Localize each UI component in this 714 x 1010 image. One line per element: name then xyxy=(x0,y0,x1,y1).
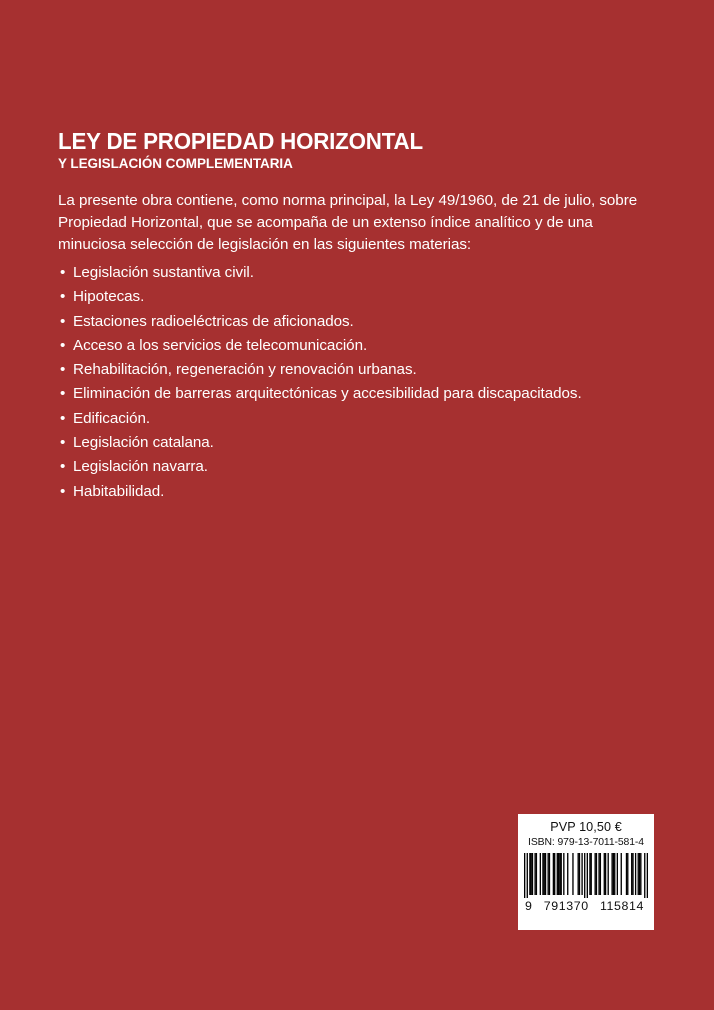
list-item-label: Estaciones radioeléctricas de aficionados. xyxy=(73,312,354,330)
isbn-label: ISBN: 979-13-7011-581-4 xyxy=(528,837,644,848)
bullet-icon: • xyxy=(60,288,66,306)
barcode-card xyxy=(518,814,654,930)
bullet-icon: • xyxy=(60,409,66,427)
bullet-icon: • xyxy=(60,458,66,476)
list-item xyxy=(60,480,660,504)
page-title: LEY DE PROPIEDAD HORIZONTAL xyxy=(58,128,423,154)
list-item-label: Legislación navarra. xyxy=(73,458,208,476)
list-item xyxy=(60,407,660,431)
list-item xyxy=(60,455,660,479)
barcode-icon xyxy=(524,853,648,898)
list-item-label: Edificación. xyxy=(73,409,151,427)
price-label: PVP 10,50 € xyxy=(550,820,622,834)
barcode-digit-lead: 9 xyxy=(525,899,533,913)
intro-paragraph: La presente obra contiene, como norma principal, la Ley 49/1960, de 21 de julio, sobre Propiedad Horizontal, que se acompaña de un extenso índice analítico y de una minuciosa selección de legislación en las siguientes materias: xyxy=(58,192,638,254)
list-item-label: Legislación catalana. xyxy=(73,434,214,452)
list-item-label: Acceso a los servicios de telecomunicación. xyxy=(73,336,368,354)
list-item-label: Eliminación de barreras arquitectónicas y accesibilidad para discapacitados. xyxy=(73,385,582,403)
list-item xyxy=(60,285,660,309)
bullet-icon: • xyxy=(60,336,66,354)
list-item xyxy=(60,382,660,406)
bullet-icon: • xyxy=(60,361,66,379)
topic-list xyxy=(60,261,660,504)
bullet-icon: • xyxy=(60,312,66,330)
bullet-icon: • xyxy=(60,482,66,500)
list-item-label: Legislación sustantiva civil. xyxy=(73,264,254,281)
bullet-icon: • xyxy=(60,264,66,281)
list-item xyxy=(60,334,660,358)
page-subtitle: Y LEGISLACIÓN COMPLEMENTARIA xyxy=(58,156,293,173)
barcode-digit-left-group: 791370 xyxy=(543,899,589,913)
list-item xyxy=(60,431,660,455)
list-item-label: Hipotecas. xyxy=(73,288,145,306)
list-item xyxy=(60,261,660,285)
bullet-icon: • xyxy=(60,434,66,452)
list-item-label: Habitabilidad. xyxy=(73,482,165,500)
list-item xyxy=(60,358,660,382)
title-block xyxy=(58,128,658,173)
list-item-label: Rehabilitación, regeneración y renovación urbanas. xyxy=(73,361,417,379)
list-item xyxy=(60,310,660,334)
bullet-icon: • xyxy=(60,385,66,403)
barcode-digits xyxy=(524,899,648,913)
barcode-digit-right-group: 115814 xyxy=(599,899,644,913)
